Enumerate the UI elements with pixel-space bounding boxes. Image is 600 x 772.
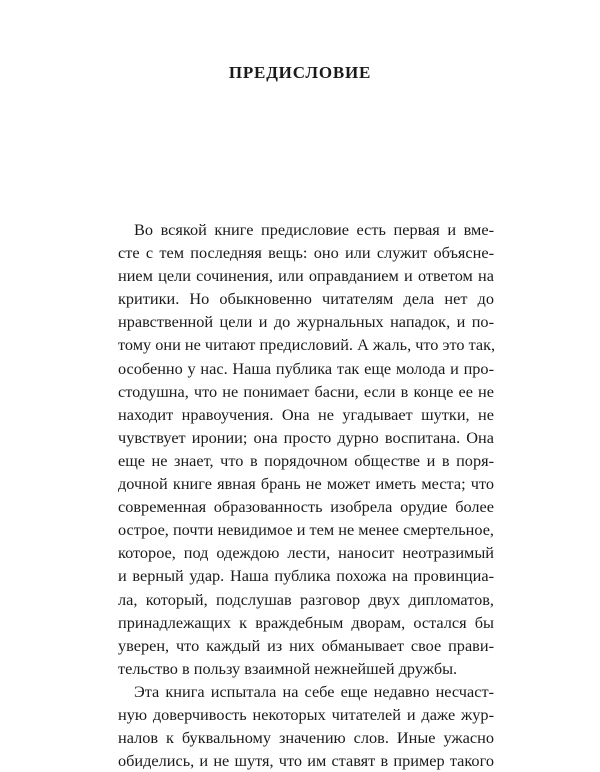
text-line: Во всякой книге предисловие есть первая и вме-: [134, 220, 494, 239]
text-line: которое, под одеждою лести, наносит неотразимый: [118, 543, 494, 563]
text-line: стодушна, что не понимает басни, если в конце ее не: [118, 381, 494, 401]
text-line: сте с тем последняя вещь: оно или служит объясне-: [118, 243, 494, 263]
text-line: нием цели сочинения, или оправданием и ответом на: [118, 266, 494, 286]
text-line: современная образованность изобрела орудие более: [118, 497, 494, 517]
text-line: еще не знает, что в порядочном обществе и в поря-: [118, 450, 494, 470]
text-line: находит нравоучения. Она не угадывает шутки, не: [118, 404, 494, 424]
page-title: ПРЕДИСЛОВИЕ: [228, 63, 372, 82]
text-line: Эта книга испытала на себе еще недавно несчаст-: [134, 681, 494, 701]
text-line: нравственной цели и до журнальных нападок, и по-: [118, 312, 494, 332]
text-line: обиделись, и не шутя, что им ставят в пример такого: [118, 751, 494, 771]
text-line: ную доверчивость некоторых читателей и даже жур-: [118, 704, 494, 724]
text-line: налов к буквальному значению слов. Иные ужасно: [118, 728, 494, 748]
text-line: чувствует иронии; она просто дурно воспитана. Она: [118, 427, 494, 447]
text-line: дочной книге явная брань не может иметь места; что: [118, 474, 494, 494]
text-line: и верный удар. Наша публика похожа на провинциа-: [118, 566, 494, 586]
text-line: принадлежащих к враждебным дворам, остался бы: [118, 612, 494, 632]
text-line: острое, почти невидимое и тем не менее смертельное,: [118, 520, 494, 540]
text-line: тельство в пользу взаимной нежнейшей дружбы.: [118, 658, 458, 678]
text-line: особенно у нас. Наша публика так еще молода и про-: [118, 358, 494, 378]
body-text: [118, 218, 494, 772]
text-line: уверен, что каждый из них обманывает свое прави-: [118, 635, 494, 655]
text-line: тому они не читают предисловий. А жаль, что это так,: [118, 335, 496, 355]
text-line: ла, который, подслушав разговор двух дипломатов,: [118, 589, 494, 609]
text-line: критики. Но обыкновенно читателям дела нет до: [118, 289, 494, 309]
